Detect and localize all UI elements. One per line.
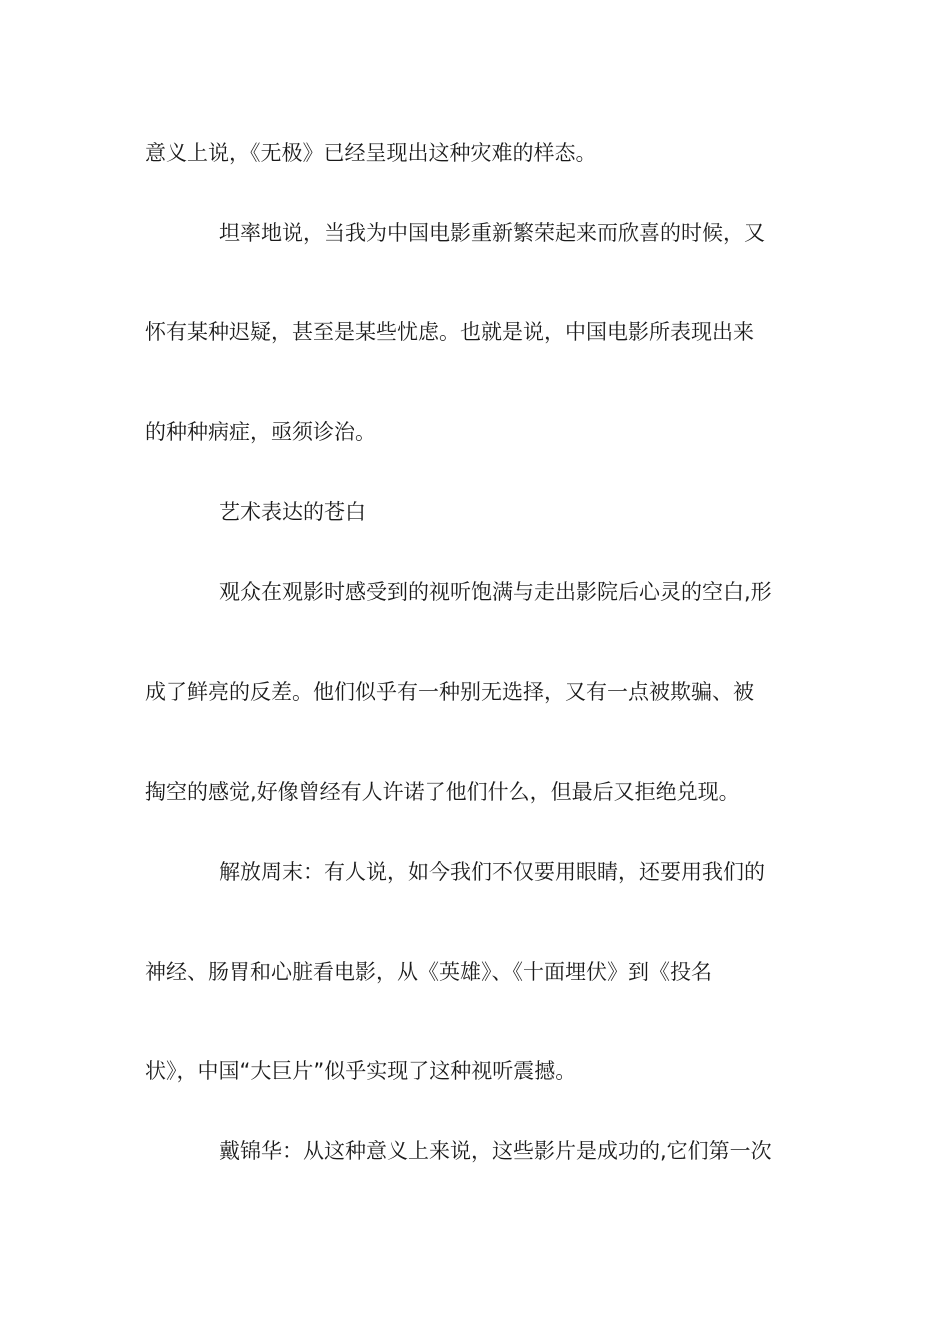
text-line-3: 怀有某种迟疑，甚至是某些忧虑。也就是说，中国电影所表现出来 (145, 320, 754, 344)
text-line-8: 掏空的感觉,好像曾经有人许诺了他们什么，但最后又拒绝兑现。 (145, 780, 740, 804)
section-heading: 艺术表达的苍白 (219, 500, 366, 524)
text-line-2: 坦率地说，当我为中国电影重新繁荣起来而欣喜的时候，又 (219, 221, 765, 245)
text-line-11: 状》，中国“大巨片”似乎实现了这种视听震撼。 (145, 1059, 577, 1083)
text-line-1: 意义上说，《无极》已经呈现出这种灾难的样态。 (145, 141, 597, 165)
text-line-4: 的种种病症，亟须诊治。 (145, 420, 376, 444)
text-line-12: 戴锦华：从这种意义上来说，这些影片是成功的,它们第一次 (219, 1139, 772, 1163)
text-line-6: 观众在观影时感受到的视听饱满与走出影院后心灵的空白,形 (219, 580, 772, 604)
text-line-10: 神经、肠胃和心脏看电影，从《英雄》、《十面埋伏》到《投名 (145, 960, 712, 984)
text-line-9: 解放周末：有人说，如今我们不仅要用眼睛，还要用我们的 (219, 860, 765, 884)
text-line-7: 成了鲜亮的反差。他们似乎有一种别无选择，又有一点被欺骗、被 (145, 680, 754, 704)
